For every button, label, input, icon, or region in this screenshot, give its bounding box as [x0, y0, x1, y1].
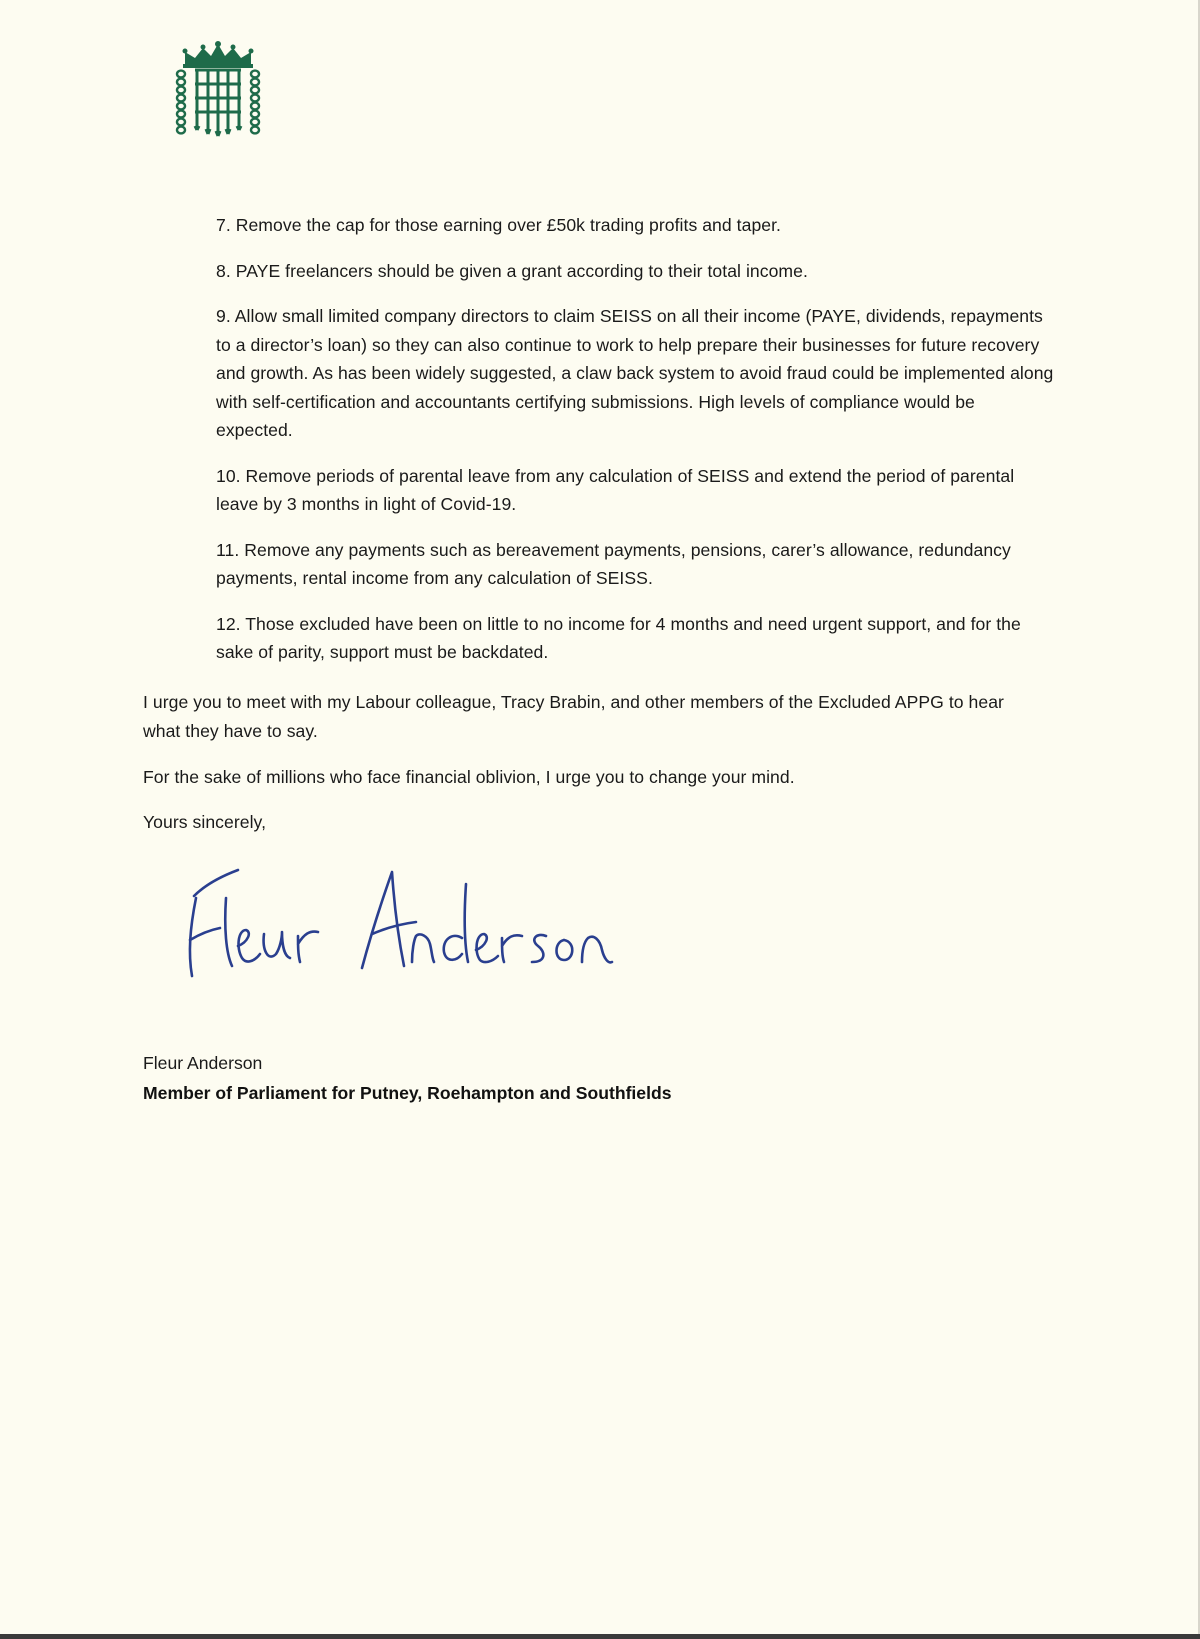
meet-paragraph: I urge you to meet with my Labour colleague, Tracy Brabin, and other members of the Excluded APPG to hear what they have to say.	[143, 692, 1004, 741]
list-item: 9. Allow small limited company directors to claim SEISS on all their income (PAYE, dividends, repayments to a director’s loan) so they can also continue to work to help prepare their businesses for future recovery and growth. As has been widely suggested, a claw back system to avoid fraud could be implemented along with self-certification and accountants certifying submissions. High levels of compliance would be expected.	[216, 306, 1054, 440]
handwritten-signature	[180, 858, 660, 988]
list-item: 8. PAYE freelancers should be given a grant according to their total income.	[216, 260, 808, 281]
window-bottom-edge	[0, 1634, 1200, 1639]
list-item: 10. Remove periods of parental leave from any calculation of SEISS and extend the period of parental leave by 3 months in light of Covid-19.	[216, 465, 1015, 514]
signatory-title: Member of Parliament for Putney, Roehampton and Southfields	[143, 1083, 672, 1103]
change-mind-paragraph: For the sake of millions who face financial oblivion, I urge you to change your mind.	[143, 767, 795, 787]
list-item: 11. Remove any payments such as bereavement payments, pensions, carer’s allowance, redundancy payments, rental income from any calculation of SEISS.	[216, 539, 1011, 588]
recommendations-list	[216, 211, 1056, 684]
list-item: 12. Those excluded have been on little to no income for 4 months and need urgent support, and for the sake of parity, support must be backdated.	[216, 613, 1021, 662]
signatory-name: Fleur Anderson	[143, 1053, 263, 1073]
list-item: 7. Remove the cap for those earning over £50k trading profits and taper.	[216, 215, 781, 235]
closing-salutation: Yours sincerely,	[143, 812, 267, 832]
portcullis-crown-icon	[173, 40, 263, 144]
